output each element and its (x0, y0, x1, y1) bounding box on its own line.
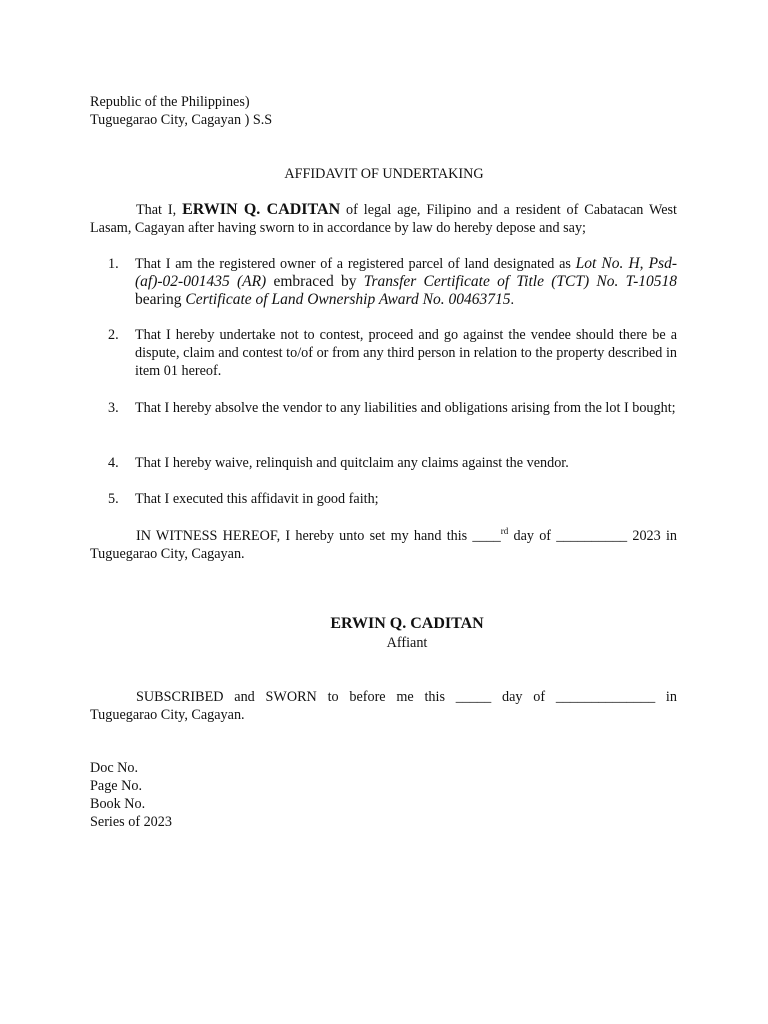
list-item (108, 454, 677, 472)
item-text: . (510, 292, 514, 308)
jurat-word: day (501, 689, 523, 705)
jurat-line: Tuguegarao City, Cagayan. (90, 707, 245, 723)
item-number: 2. (108, 327, 119, 343)
ordinal-suffix: rd (500, 526, 509, 536)
doc-number: Doc No. (90, 760, 139, 776)
item-text: bearing (135, 291, 186, 308)
jurat-word: this (424, 689, 445, 705)
lot-designation: Lot No. H, Psd-(af)-02-001435 (AR) (135, 255, 677, 290)
intro-suffix: of legal age, Filipino and a resident of Cabatacan West Lasam, Cagayan after having sworn to in accordance by law do hereby depose and say; (90, 202, 677, 236)
jurat-word: SWORN (265, 689, 317, 705)
item-text: That I hereby waive, relinquish and quitclaim any claims against the vendor. (135, 455, 569, 471)
venue-line-country: Republic of the Philippines) (90, 94, 250, 110)
item-number: 5. (108, 491, 119, 507)
list-item (108, 255, 677, 309)
undertaking-list-3 (108, 399, 677, 417)
item-text: That I hereby absolve the vendor to any liabilities and obligations arising from the lot I bought; (135, 400, 676, 416)
signatory-role: Affiant (386, 635, 428, 651)
item-text: That I executed this affidavit in good faith; (135, 491, 379, 507)
notarial-register (90, 759, 677, 831)
item-text: embraced by (266, 273, 364, 290)
undertaking-list-5 (108, 490, 677, 508)
witness-text: IN WITNESS HEREOF, I hereby unto set my hand this ____ (136, 528, 501, 544)
tct-number: Transfer Certificate of Title (TCT) No. T-10518 (363, 273, 677, 290)
cloa-number: Certificate of Land Ownership Award No. 00463715 (185, 291, 511, 308)
list-item (108, 399, 677, 417)
list-item (108, 326, 677, 380)
witness-text: day of __________ 2023 in Tuguegarao City, Cagayan. (90, 528, 677, 562)
venue-block (90, 93, 677, 129)
witness-paragraph (90, 527, 677, 563)
item-number: 1. (108, 256, 119, 272)
series-year: Series of 2023 (90, 814, 172, 830)
jurat-word: and (234, 689, 255, 705)
affiant-name-inline: ERWIN Q. CADITAN (182, 201, 341, 218)
book-number: Book No. (90, 796, 146, 812)
undertaking-list-4 (108, 454, 677, 472)
jurat-word: of (533, 689, 546, 705)
jurat-line (90, 688, 677, 706)
item-number: 4. (108, 455, 119, 471)
jurat-word: SUBSCRIBED (136, 689, 224, 705)
signatory-name: ERWIN Q. CADITAN (330, 615, 484, 632)
jurat-word: me (396, 689, 414, 705)
page-number: Page No. (90, 778, 143, 794)
jurat-blank: ______________ (555, 689, 656, 705)
item-number: 3. (108, 400, 119, 416)
jurat-word: to (327, 689, 339, 705)
undertaking-list-2 (108, 326, 677, 380)
jurat-paragraph (90, 688, 677, 724)
undertaking-list (108, 255, 677, 309)
intro-prefix: That I, (136, 202, 183, 218)
jurat-word: before (349, 689, 386, 705)
list-item (108, 490, 677, 508)
item-text: That I hereby undertake not to contest, proceed and go against the vendee should there be a dispute, claim and contest to/of or from any third person in relation to the property described in item 01 hereof. (135, 327, 677, 379)
intro-paragraph (90, 201, 677, 237)
jurat-blank: _____ (455, 689, 492, 705)
document-title: AFFIDAVIT OF UNDERTAKING (284, 166, 484, 182)
item-text: That I am the registered owner of a registered parcel of land designated as (135, 256, 576, 272)
venue-line-city: Tuguegarao City, Cagayan ) S.S (90, 112, 273, 128)
jurat-word: in (665, 689, 677, 705)
